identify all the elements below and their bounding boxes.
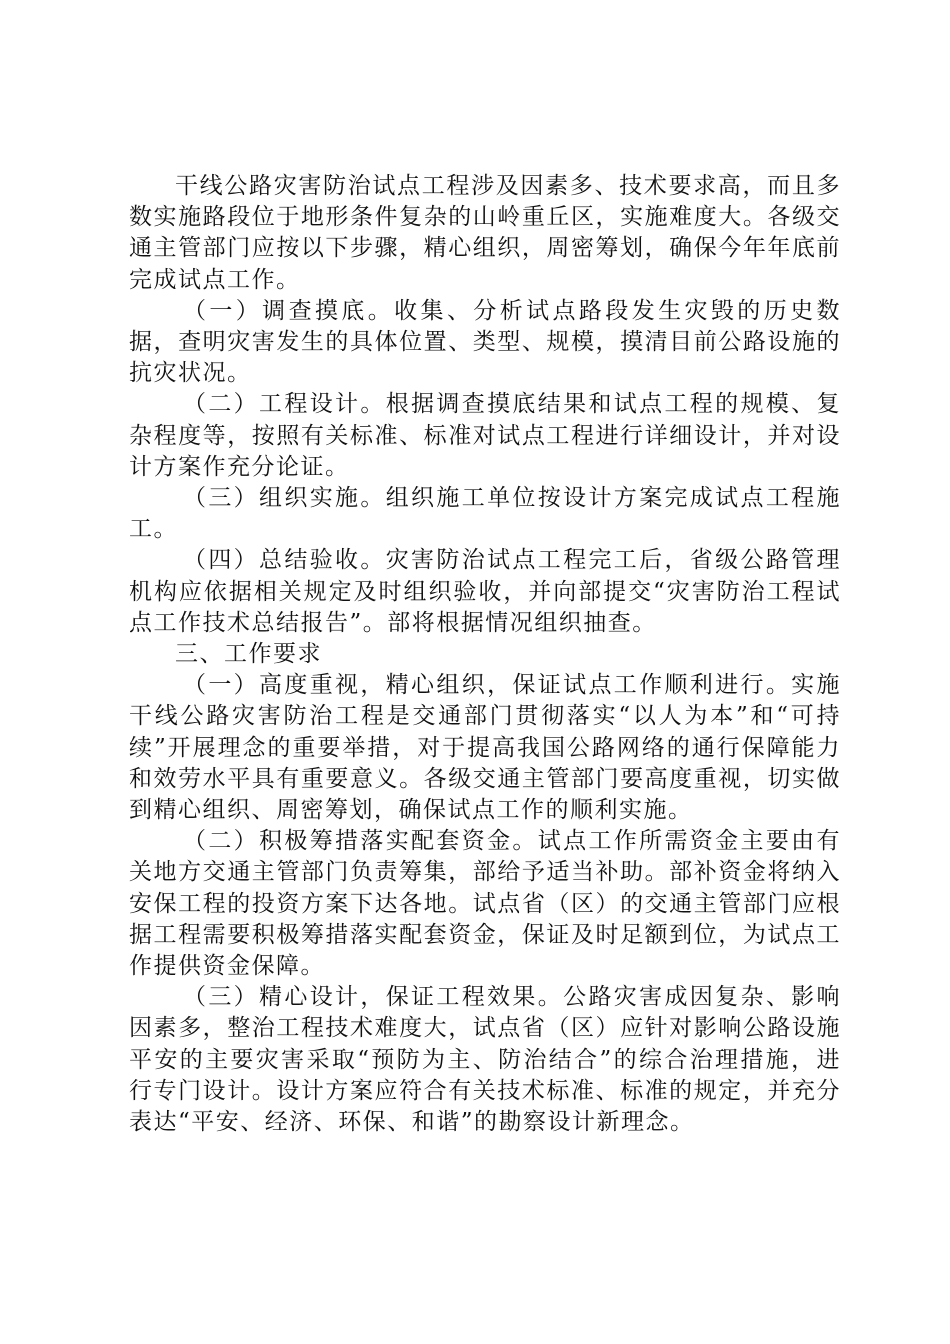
section-heading-work-requirements: 三、工作要求 [175,641,322,668]
intro-paragraph: 干线公路灾害防治试点工程涉及因素多、技术要求高，而且多数实施路段位于地形条件复杂的山岭重丘区，实施难度大。各级交通主管部门应按以下步骤，精心组织，周密筹划，确保今年年底前完成试点工作。 [129,173,841,293]
requirement-design-paragraph: （三）精心设计，保证工程效果。公路灾害成因复杂、影响因素多，整治工程技术难度大，试点省（区）应针对影响公路设施平安的主要灾害采取“预防为主、防治结合”的综合治理措施，进行专门设计。设计方案应符合有关技术标准、标准的规定，并充分表达“平安、经济、环保、和谐”的勘察设计新理念。 [129,984,841,1136]
step-implementation-paragraph: （三）组织实施。组织施工单位按设计方案完成试点工程施工。 [129,485,841,543]
requirement-attention-paragraph: （一）高度重视，精心组织，保证试点工作顺利进行。实施干线公路灾害防治工程是交通部门贯彻落实“以人为本”和“可持续”开展理念的重要举措，对于提高我国公路网络的通行保障能力和效劳水平具有重要意义。各级交通主管部门要高度重视，切实做到精心组织、周密筹划，确保试点工作的顺利实施。 [129,672,841,824]
step-acceptance-paragraph: （四）总结验收。灾害防治试点工程完工后，省级公路管理机构应依据相关规定及时组织验收，并向部提交“灾害防治工程试点工作技术总结报告”。部将根据情况组织抽查。 [129,547,841,636]
requirement-funding-paragraph: （二）积极筹措落实配套资金。试点工作所需资金主要由有关地方交通主管部门负责筹集，部给予适当补助。部补资金将纳入安保工程的投资方案下达各地。试点省（区）的交通主管部门应根据工程需要积极筹措落实配套资金，保证及时足额到位，为试点工作提供资金保障。 [129,828,841,980]
step-survey-paragraph: （一）调查摸底。收集、分析试点路段发生灾毁的历史数据，查明灾害发生的具体位置、类型、规模，摸清目前公路设施的抗灾状况。 [129,297,841,387]
step-design-paragraph: （二）工程设计。根据调查摸底结果和试点工程的规模、复杂程度等，按照有关标准、标准对试点工程进行详细设计，并对设计方案作充分论证。 [129,391,841,480]
document-body [129,171,841,1138]
